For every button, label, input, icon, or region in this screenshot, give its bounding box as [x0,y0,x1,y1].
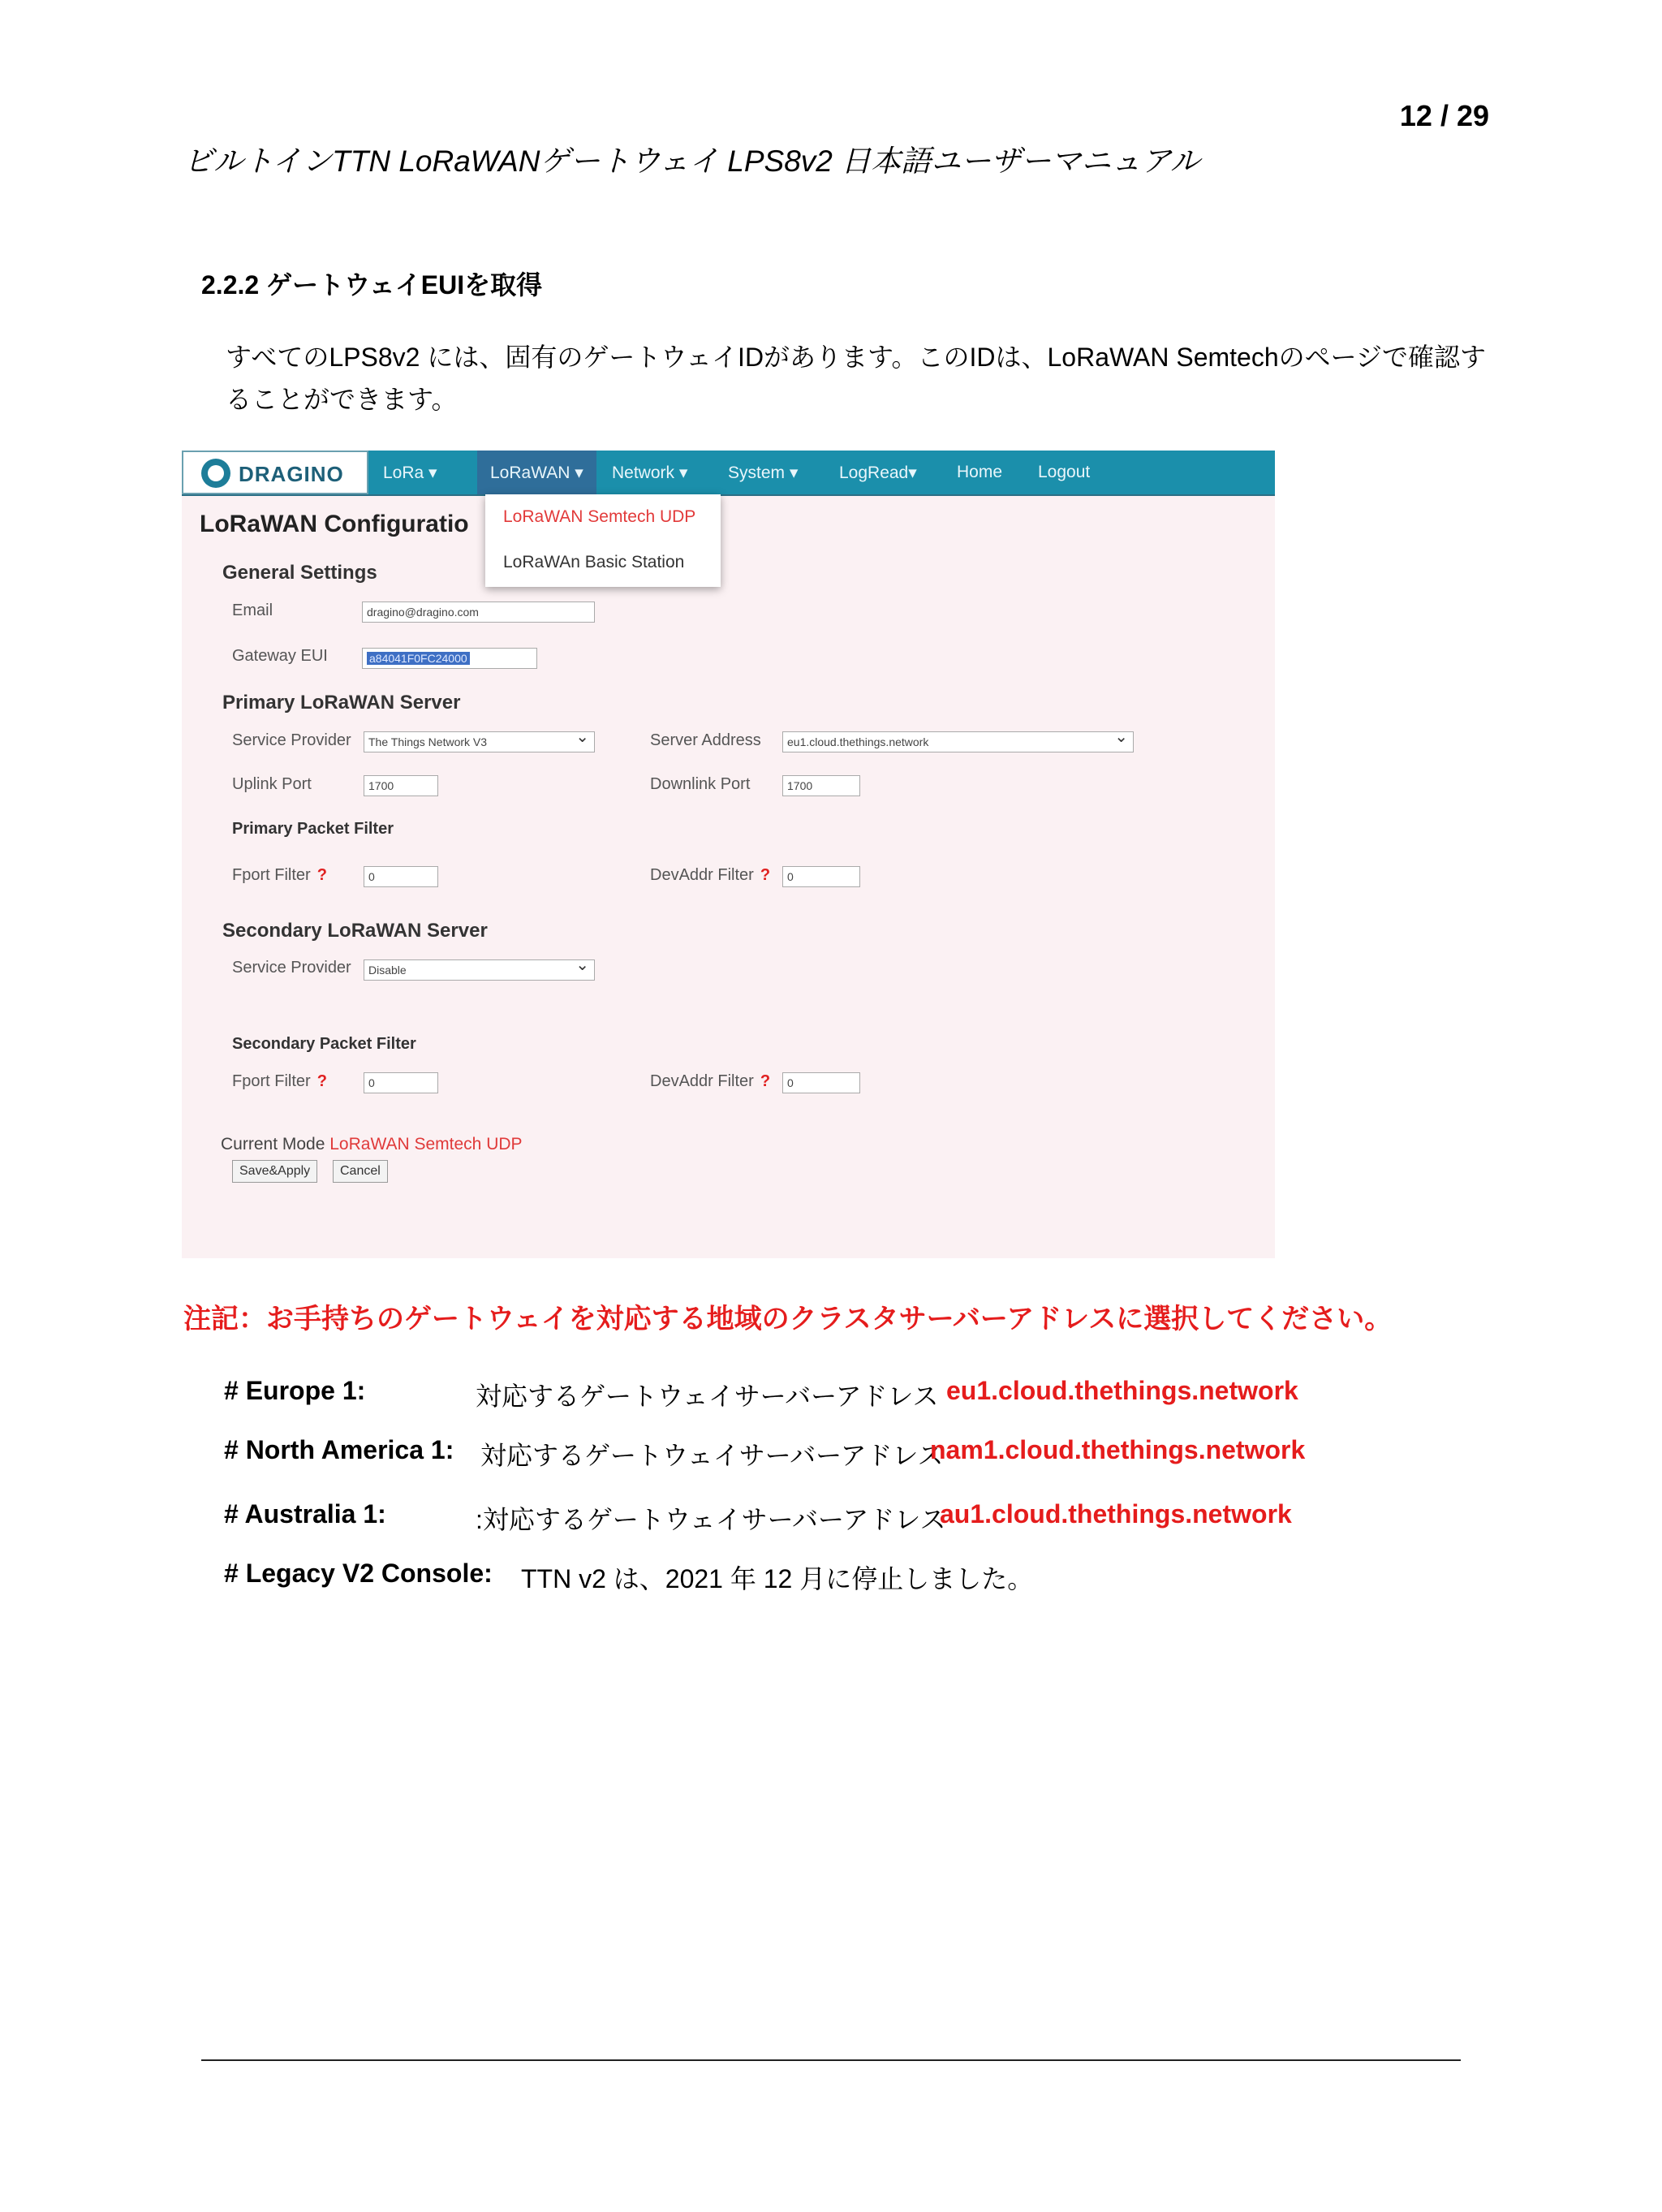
current-mode-label: Current Mode [221,1135,325,1153]
server-address: au1.cloud.thethings.network [940,1499,1292,1529]
secondary-packet-filter-heading: Secondary Packet Filter [232,1035,416,1053]
gateway-eui-label: Gateway EUI [232,647,328,665]
server-address: nam1.cloud.thethings.network [930,1435,1306,1464]
uplink-port-field[interactable]: 1700 [364,775,438,796]
primary-server-heading: Primary LoRaWAN Server [222,692,461,714]
nav-logread[interactable]: LogRead▾ [839,464,917,482]
general-settings-heading: General Settings [222,562,377,584]
footer-divider [201,2059,1461,2061]
save-apply-button[interactable]: Save&Apply [232,1160,317,1183]
cancel-button[interactable]: Cancel [333,1160,388,1183]
nav-lora[interactable]: LoRa ▾ [383,464,437,482]
intro-paragraph: すべてのLPS8v2 には、固有のゲートウェイIDがあります。このIDは、LoRaWAN Semtechのページで確認することができます。 [226,343,1486,414]
primary-service-provider-select[interactable]: The Things Network V3 ⌄ [364,731,595,752]
logo-text: DRAGINO [239,462,344,486]
nav-logout[interactable]: Logout [1038,463,1091,481]
downlink-port-label: Downlink Port [650,775,751,793]
primary-devaddr-filter-field[interactable]: 0 [782,866,860,887]
menu-item-basic-station[interactable]: LoRaWAn Basic Station [503,553,685,571]
dragino-logo-icon [201,459,230,488]
secondary-server-heading: Secondary LoRaWAN Server [222,920,488,942]
server-region: # Europe 1: [224,1376,366,1405]
server-region: # North America 1: [224,1435,454,1464]
help-icon[interactable]: ? [760,1072,771,1090]
gateway-eui-field[interactable] [362,648,537,669]
current-mode-value: LoRaWAN Semtech UDP [329,1135,523,1153]
help-icon[interactable]: ? [316,1072,327,1090]
server-desc: 対応するゲートウェイサーバーアドレス [480,1441,944,1470]
config-title: LoRaWAN Configuratio [200,511,469,537]
uplink-port-label: Uplink Port [232,775,312,793]
gateway-eui-value: a84041F0FC24000 [367,652,470,665]
service-provider-label: Service Provider [232,731,351,749]
email-field[interactable]: dragino@dragino.com [362,602,595,623]
secondary-service-provider-select[interactable]: Disable ⌄ [364,959,595,981]
note-text: 注記：お手持ちのゲートウェイを対応する地域のクラスタサーバーアドレスに選択してください。 [183,1304,1393,1335]
server-address-label: Server Address [650,731,761,749]
section-heading: 2.2.2 ゲートウェイEUIを取得 [201,270,543,300]
secondary-devaddr-filter-field[interactable]: 0 [782,1072,860,1093]
primary-fport-filter-field[interactable]: 0 [364,866,438,887]
menu-item-semtech-udp[interactable]: LoRaWAN Semtech UDP [503,507,696,526]
server-desc: 対応するゲートウェイサーバーアドレス [476,1382,939,1411]
server-desc: TTN v2 は、2021 年 12 月に停止しました。 [521,1564,1034,1593]
email-label: Email [232,602,273,619]
dragino-logo[interactable] [182,451,368,494]
document-title: ビルトインTTN LoRaWANゲートウェイ LPS8v2 日本語ユーザーマニュアル [183,144,1200,178]
page-number: 12 / 29 [1399,99,1489,132]
server-region: # Legacy V2 Console: [224,1559,493,1588]
fport-filter-label: Fport Filter ? [232,866,327,884]
devaddr-filter-label: DevAddr Filter ? [650,866,771,884]
lorawan-dropdown-menu [485,494,721,587]
secondary-devaddr-filter-label: DevAddr Filter ? [650,1072,771,1090]
server-region: # Australia 1: [224,1499,386,1529]
help-icon[interactable]: ? [316,866,327,884]
server-address-select[interactable]: eu1.cloud.thethings.network ⌄ [782,731,1134,752]
primary-packet-filter-heading: Primary Packet Filter [232,820,394,838]
nav-network[interactable]: Network ▾ [612,464,688,482]
secondary-fport-filter-label: Fport Filter ? [232,1072,327,1090]
help-icon[interactable]: ? [760,866,771,884]
config-screenshot [182,451,1275,1258]
nav-lorawan[interactable]: LoRaWAN ▾ [490,464,583,482]
server-desc: :対応するゲートウェイサーバーアドレス [476,1505,946,1534]
server-address: eu1.cloud.thethings.network [946,1376,1298,1405]
downlink-port-field[interactable]: 1700 [782,775,860,796]
secondary-fport-filter-field[interactable]: 0 [364,1072,438,1093]
secondary-service-provider-label: Service Provider [232,959,351,977]
nav-bar [182,451,1275,496]
nav-home[interactable]: Home [957,463,1003,481]
nav-system[interactable]: System ▾ [728,464,799,482]
current-mode [221,1135,523,1154]
